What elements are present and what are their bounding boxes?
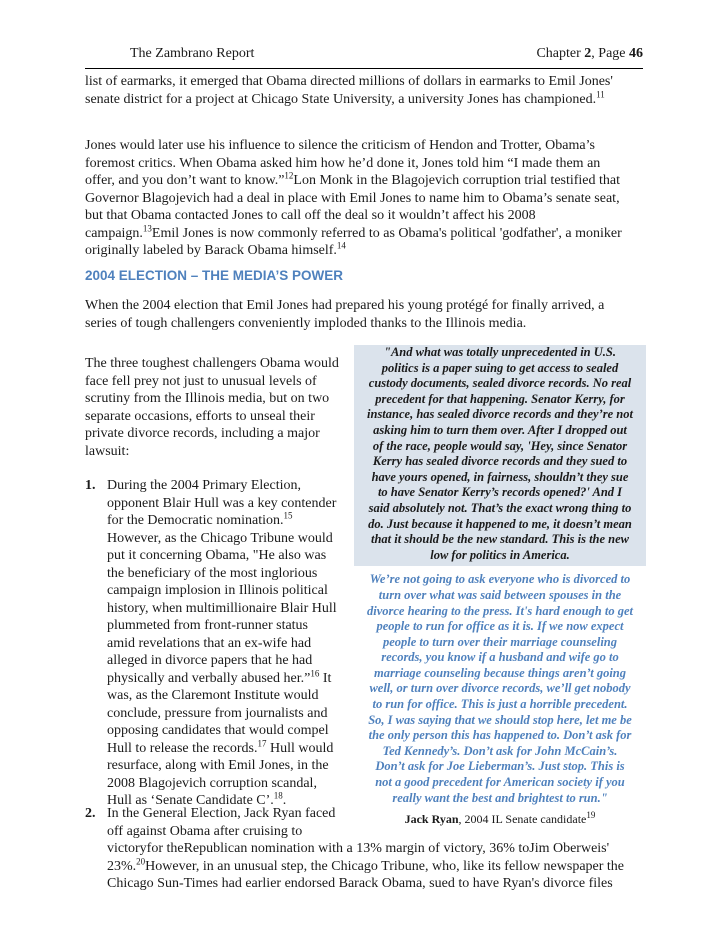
left-column — [85, 355, 355, 810]
page-number: 46 — [629, 46, 643, 61]
footnote-ref[interactable]: 17 — [257, 737, 267, 748]
quote-attribution: Jack Ryan, 2004 IL Senate candidate$^{19}$ — [404, 810, 596, 827]
report-title: The Zambrano Report — [130, 46, 255, 61]
footnote-ref[interactable]: 20 — [136, 855, 146, 866]
paragraph-jones-influence: Jones would later use his influence to silence the criticism of Hendon and Trotter, Obama’s foremost critics. When Obama asked him how he’d done it, Jones told him “I made them an offer, and you don’t want to know.”$^{12}$Lon Monk in the Blagojevich corruption trial testified that Governor Blagojevich had a deal in place with Emil Jones to name him to Obama’s senate seat, but that Obama contacted Jones to call off the deal so it wouldn’t affect his 2008 campaign.$^{13}$Emil Jones is now commonly referred to as Obama's political 'godfather', a moniker originally labeled by Barack Obama himself.$^{14}$ — [85, 138, 622, 258]
footnote-ref[interactable]: 14 — [336, 240, 346, 251]
footnote-ref[interactable]: 19 — [586, 810, 596, 821]
footnote-ref[interactable]: 11 — [596, 88, 605, 99]
quote-part-highlighted: "And what was totally unprecedented in U.S. politics is a paper suing to get access to sealed custody documents, sealed divorce records. No real precedent for that happening. Senator Kerry, for instance, has sealed divorce records and they’re not asking him to turn them over. After I dropped out of the race, people would say, 'Hey, since Senator Kerry has sealed divorce records and they sued to have yours opened, in fairness, shouldn’t they sue to have Senator Kerry’s records opened?' And I said absolutely not. That’s the exact wrong thing to do. Just because it happened to me, it doesn’t mean that it should be the new standard. This is the new low for politics in America. — [354, 345, 646, 566]
paragraph-2004-election: When the 2004 election that Emil Jones had prepared his young protégé for finally arrived, a series of tough challengers conveniently imploded thanks to the Illinois media. — [85, 298, 605, 331]
section-heading: 2004 ELECTION – THE MEDIA’S POWER — [85, 268, 344, 283]
page-header — [0, 0, 728, 70]
header-rule — [85, 68, 643, 69]
chapter-number: 2 — [584, 46, 592, 61]
challengers-intro: The three toughest challengers Obama would face fell prey not just to unusual levels of scrutiny from the Illinois media, but on two separate occasions, efforts to unseal their private divorce records, including a major lawsuit: — [85, 356, 339, 459]
list-number: 1. — [85, 478, 96, 493]
list-item-ryan: 2. In the General Election, Jack Ryan faced off against Obama after cruising to victoryfor theRepublican nomination with a 13% margin of victory, 36% toJim Oberweis' 23%.$^{20}$However, in an unusual step, the Chicago Tribune, who, like its fellow newspaper the Chicago Sun-Times had earlier endorsed Barack Obama, sued to have Ryan's divorce files — [85, 806, 625, 891]
footnote-ref[interactable]: 13 — [142, 222, 152, 233]
paragraph-earmarks: list of earmarks, it emerged that Obama directed millions of dollars in earmarks to Emil Jones' senate district for a project at Chicago State University, a university Jones has championed.$^{11}$ — [85, 74, 613, 107]
quote-part-blue: We’re not going to ask everyone who is divorced to turn over what was said between spouses in the divorce hearing to the press. It's hard enough to get people to run for office as it is. If we now expect people to turn over their marriage counseling records, you know if a husband and wife go to marriage counseling because things aren’t going well, or turn over divorce records, we’ll get nobody to run for office. This is just a horrible precedent. So, I was saying that we should stop here, let me be the only person this has happened to. Don’t ask for Ted Kennedy’s. Don’t ask for John McCain’s. Don’t ask for Joe Lieberman’s. Just stop. This is not a good precedent for American society if you really want the best and brightest to run." — [367, 572, 633, 805]
pull-quote — [354, 345, 646, 828]
chapter-page-indicator: Chapter 2, Page 46 — [536, 46, 643, 61]
footnote-ref[interactable]: 16 — [310, 667, 320, 678]
footnote-ref[interactable]: 12 — [284, 170, 294, 181]
footnote-ref[interactable]: 18 — [273, 790, 283, 801]
list-number: 2. — [85, 806, 96, 821]
list-item-hull: 1. During the 2004 Primary Election, opponent Blair Hull was a key contender for the Democratic nomination.$^{15}$ However, as the Chicago Tribune would put it concerning Obama, "He also was the beneficiary of the most inglorious campaign implosion in Illinois political history, when multimillionaire Blair Hull plummeted from front-runner status amid revelations that an ex-wife had alleged in divorce papers that he had physically and verbally abused her.”$^{16}$ It was, as the Claremont Institute would conclude, pressure from journalists and opposing candidates that would compel Hull to release the records.$^{17}$ Hull would resurface, along with Emil Jones, in the 2008 Blagojevich corruption scandal, Hull as ‘Senate Candidate C’.$^{18}$. — [85, 478, 337, 808]
footnote-ref[interactable]: 15 — [283, 510, 293, 521]
